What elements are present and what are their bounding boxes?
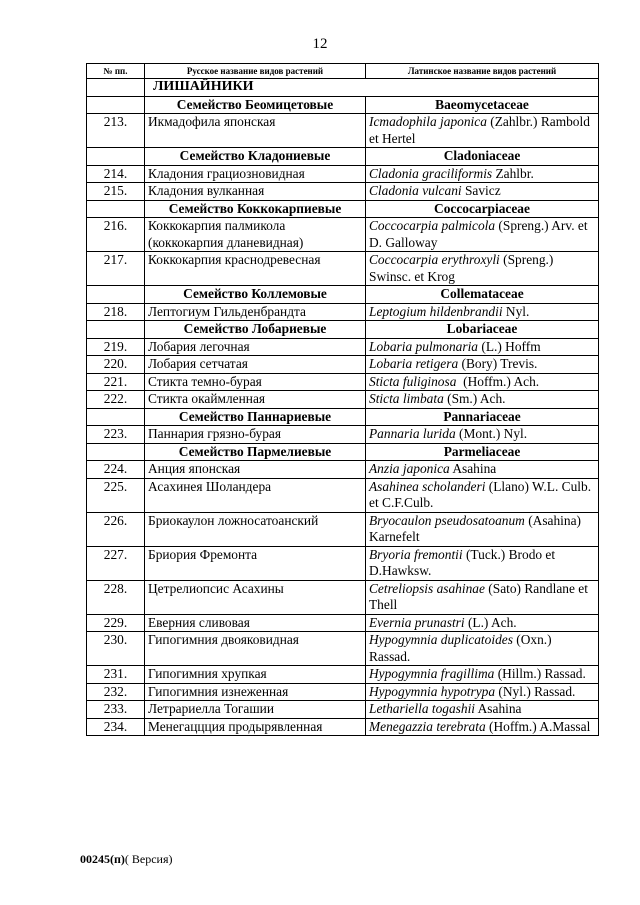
species-russian-name: Кладония грациозновидная xyxy=(145,165,366,183)
family-latin-name: Pannariaceae xyxy=(366,408,599,426)
header-latin-name: Латинское название видов растений xyxy=(366,64,599,79)
latin-authority: (Hoffm.) Ach. xyxy=(456,373,540,389)
family-latin-name: Collemataceae xyxy=(366,286,599,304)
species-number: 234. xyxy=(87,718,145,736)
latin-binomial: Menegazzia terebrata xyxy=(369,718,486,734)
species-row xyxy=(87,632,599,666)
species-row xyxy=(87,512,599,546)
species-number: 220. xyxy=(87,356,145,374)
latin-binomial: Coccocarpia palmicola xyxy=(369,218,496,233)
family-latin-name: Parmeliaceae xyxy=(366,443,599,461)
species-row xyxy=(87,478,599,512)
latin-binomial: Evernia prunastri xyxy=(369,614,465,630)
species-russian-name: Лептогиум Гильденбрандта xyxy=(145,303,366,321)
family-russian-name: Семейство Беомицетовые xyxy=(145,96,366,114)
species-row xyxy=(87,666,599,684)
latin-binomial: Hypogymnia duplicatoides xyxy=(369,632,513,647)
species-row xyxy=(87,683,599,701)
latin-binomial: Pannaria lurida xyxy=(369,426,456,441)
latin-authority: (Asahina) Karnefelt xyxy=(369,512,585,544)
species-number: 225. xyxy=(87,478,145,512)
species-number: 226. xyxy=(87,512,145,546)
species-russian-name: Стикта темно-бурая xyxy=(145,373,366,391)
latin-authority: (L.) Hoffm xyxy=(478,338,541,354)
species-row xyxy=(87,114,599,148)
species-row xyxy=(87,701,599,719)
footer-code: 00245(п) xyxy=(80,852,125,866)
family-empty-cell xyxy=(87,408,145,426)
species-latin-name xyxy=(366,373,599,391)
family-row xyxy=(87,408,599,426)
latin-authority: (Nyl.) Rassad. xyxy=(495,683,576,699)
species-latin-name xyxy=(366,426,599,444)
species-russian-name: Гипогимния двояковидная xyxy=(145,632,366,666)
species-number: 223. xyxy=(87,426,145,444)
species-russian-name: Паннария грязно-бурая xyxy=(145,426,366,444)
species-latin-name xyxy=(366,701,599,719)
family-russian-name: Семейство Кладониевые xyxy=(145,148,366,166)
species-russian-name: Летрариелла Тогашии xyxy=(145,701,366,719)
latin-binomial: Cetreliopsis asahinae xyxy=(369,580,485,596)
latin-authority: (Mont.) Nyl. xyxy=(455,426,528,441)
species-latin-name xyxy=(366,461,599,479)
latin-authority: (Oxn.) Rassad. xyxy=(369,632,555,664)
species-number: 222. xyxy=(87,391,145,409)
species-russian-name: Бриория Фремонта xyxy=(145,546,366,580)
species-row xyxy=(87,165,599,183)
species-row xyxy=(87,391,599,409)
latin-binomial: Cladonia vulcani xyxy=(369,183,462,198)
species-number: 233. xyxy=(87,701,145,719)
species-number: 230. xyxy=(87,632,145,666)
species-russian-name: Коккокарпия палмикола (коккокарпия дланевидная) xyxy=(145,218,366,252)
footer xyxy=(80,852,173,867)
family-row xyxy=(87,286,599,304)
species-latin-name xyxy=(366,338,599,356)
species-latin-name xyxy=(366,632,599,666)
species-row xyxy=(87,303,599,321)
latin-binomial: Bryocaulon pseudosatoanum xyxy=(369,512,525,528)
latin-authority: Asahina xyxy=(449,461,497,476)
species-russian-name: Менегаццция продырявленная xyxy=(145,718,366,736)
species-number: 214. xyxy=(87,165,145,183)
species-number: 229. xyxy=(87,614,145,632)
latin-binomial: Icmadophila japonica xyxy=(369,114,487,129)
species-latin-name xyxy=(366,512,599,546)
family-row xyxy=(87,200,599,218)
family-row xyxy=(87,96,599,114)
species-russian-name: Гипогимния изнеженная xyxy=(145,683,366,701)
species-russian-name: Кладония вулканная xyxy=(145,183,366,201)
latin-binomial: Lethariella togashii xyxy=(369,701,476,716)
species-row xyxy=(87,356,599,374)
family-empty-cell xyxy=(87,321,145,339)
table-body xyxy=(87,79,599,736)
latin-authority: (Tuck.) Brodo et D.Hawksw. xyxy=(369,546,559,578)
species-row xyxy=(87,718,599,736)
species-latin-name xyxy=(366,252,599,286)
section-title: ЛИШАЙНИКИ xyxy=(145,79,599,97)
latin-authority: Nyl. xyxy=(502,303,530,319)
species-russian-name: Цетрелиопсис Асахины xyxy=(145,580,366,614)
family-empty-cell xyxy=(87,148,145,166)
table-header-row xyxy=(87,64,599,79)
latin-authority: (Zahlbr.) Rambold et Hertel xyxy=(369,114,594,146)
species-latin-name xyxy=(366,165,599,183)
latin-binomial: Leptogium hildenbrandii xyxy=(369,303,503,319)
species-latin-name xyxy=(366,478,599,512)
species-russian-name: Стикта окаймленная xyxy=(145,391,366,409)
species-row xyxy=(87,546,599,580)
family-row xyxy=(87,321,599,339)
latin-binomial: Hypogymnia hypotrypa xyxy=(369,683,496,699)
species-table xyxy=(86,63,599,736)
species-number: 231. xyxy=(87,666,145,684)
species-number: 232. xyxy=(87,683,145,701)
species-row xyxy=(87,461,599,479)
family-russian-name: Семейство Паннариевые xyxy=(145,408,366,426)
family-empty-cell xyxy=(87,96,145,114)
species-russian-name: Лобария легочная xyxy=(145,338,366,356)
family-latin-name: Coccocarpiaceae xyxy=(366,200,599,218)
species-russian-name: Бриокаулон ложносатоанский xyxy=(145,512,366,546)
header-number: № пп. xyxy=(87,64,145,79)
latin-binomial: Lobaria retigera xyxy=(369,356,459,371)
family-empty-cell xyxy=(87,200,145,218)
species-number: 218. xyxy=(87,303,145,321)
species-number: 217. xyxy=(87,252,145,286)
species-russian-name: Гипогимния хрупкая xyxy=(145,666,366,684)
species-row xyxy=(87,373,599,391)
species-russian-name: Еверния сливовая xyxy=(145,614,366,632)
species-russian-name: Асахинея Шоландера xyxy=(145,478,366,512)
family-latin-name: Baeomycetaceae xyxy=(366,96,599,114)
species-row xyxy=(87,426,599,444)
family-russian-name: Семейство Пармелиевые xyxy=(145,443,366,461)
species-latin-name xyxy=(366,356,599,374)
species-latin-name xyxy=(366,718,599,736)
latin-authority: (Spreng.) Arv. et D. Galloway xyxy=(369,218,591,250)
species-latin-name xyxy=(366,614,599,632)
species-russian-name: Икмадофила японская xyxy=(145,114,366,148)
species-row xyxy=(87,183,599,201)
section-empty-cell xyxy=(87,79,145,97)
latin-authority: (Bory) Trevis. xyxy=(458,356,538,371)
latin-binomial: Bryoria fremontii xyxy=(369,546,463,562)
species-number: 224. xyxy=(87,461,145,479)
species-number: 219. xyxy=(87,338,145,356)
family-empty-cell xyxy=(87,443,145,461)
species-latin-name xyxy=(366,546,599,580)
latin-authority: (Spreng.) Swinsc. et Krog xyxy=(369,252,557,284)
latin-authority: (Sato) Randlane et Thell xyxy=(369,580,592,612)
latin-authority: (Hoffm.) A.Massal xyxy=(485,718,591,734)
latin-authority: Zahlbr. xyxy=(492,165,534,181)
footer-label: ( Версия) xyxy=(124,852,173,866)
species-latin-name xyxy=(366,580,599,614)
species-latin-name xyxy=(366,183,599,201)
latin-binomial: Anzia japonica xyxy=(369,461,450,476)
family-latin-name: Cladoniaceae xyxy=(366,148,599,166)
species-latin-name xyxy=(366,391,599,409)
latin-authority: Asahina xyxy=(475,701,522,716)
latin-authority: (Llano) W.L. Culb. et C.F.Culb. xyxy=(369,478,595,510)
latin-authority: (L.) Ach. xyxy=(464,614,517,630)
family-latin-name: Lobariaceae xyxy=(366,321,599,339)
species-row xyxy=(87,580,599,614)
latin-binomial: Hypogymnia fragillima xyxy=(369,666,495,681)
species-number: 227. xyxy=(87,546,145,580)
species-row xyxy=(87,252,599,286)
species-latin-name xyxy=(366,218,599,252)
species-russian-name: Лобария сетчатая xyxy=(145,356,366,374)
species-number: 215. xyxy=(87,183,145,201)
family-row xyxy=(87,148,599,166)
latin-authority: (Hillm.) Rassad. xyxy=(494,666,586,681)
species-number: 213. xyxy=(87,114,145,148)
species-number: 228. xyxy=(87,580,145,614)
latin-binomial: Sticta limbata xyxy=(369,391,444,406)
latin-binomial: Cladonia graciliformis xyxy=(369,165,493,181)
latin-binomial: Sticta fuliginosa xyxy=(369,373,457,389)
species-row xyxy=(87,218,599,252)
header-russian-name: Русское название видов растений xyxy=(145,64,366,79)
family-russian-name: Семейство Коллемовые xyxy=(145,286,366,304)
species-number: 216. xyxy=(87,218,145,252)
latin-binomial: Lobaria pulmonaria xyxy=(369,338,479,354)
species-latin-name xyxy=(366,666,599,684)
species-row xyxy=(87,338,599,356)
species-russian-name: Коккокарпия краснодревесная xyxy=(145,252,366,286)
section-row xyxy=(87,79,599,97)
latin-binomial: Coccocarpia erythroxyli xyxy=(369,252,500,267)
species-latin-name xyxy=(366,114,599,148)
family-russian-name: Семейство Лобариевые xyxy=(145,321,366,339)
species-row xyxy=(87,614,599,632)
species-russian-name: Анция японская xyxy=(145,461,366,479)
latin-authority: (Sm.) Ach. xyxy=(443,391,506,406)
species-latin-name xyxy=(366,303,599,321)
family-russian-name: Семейство Коккокарпиевые xyxy=(145,200,366,218)
latin-binomial: Asahinea scholanderi xyxy=(369,478,486,494)
family-row xyxy=(87,443,599,461)
species-number: 221. xyxy=(87,373,145,391)
species-latin-name xyxy=(366,683,599,701)
family-empty-cell xyxy=(87,286,145,304)
latin-authority: Savicz xyxy=(461,183,501,198)
page-number: 12 xyxy=(312,36,328,52)
